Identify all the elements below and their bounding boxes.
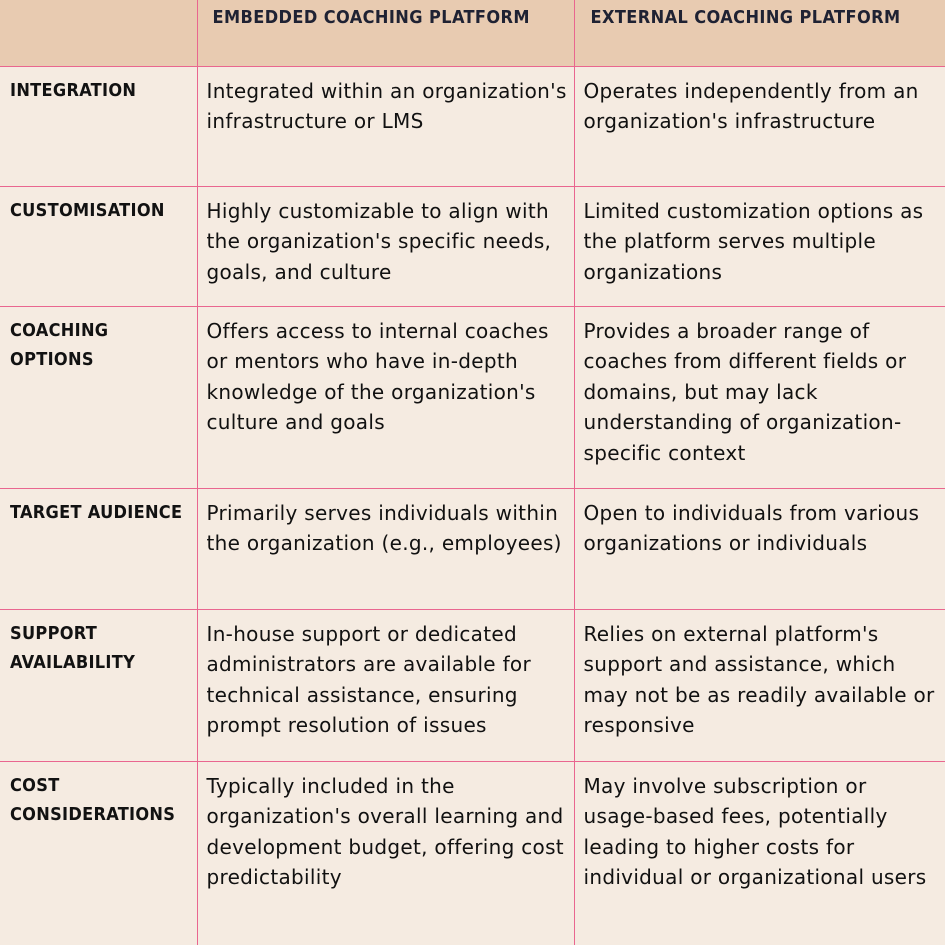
external-cell: Open to individuals from various organizations or individuals — [574, 488, 945, 609]
row-label: COACHING OPTIONS — [0, 306, 197, 488]
row-label: SUPPORT AVAILABILITY — [0, 609, 197, 761]
external-cell: Provides a broader range of coaches from different fields or domains, but may lack understanding of organization-specific context — [574, 306, 945, 488]
embedded-cell: Offers access to internal coaches or mentors who have in-depth knowledge of the organization's culture and goals — [197, 306, 574, 488]
row-label: INTEGRATION — [0, 66, 197, 186]
row-label: CUSTOMISATION — [0, 186, 197, 306]
row-label: COST CONSIDERATIONS — [0, 761, 197, 945]
row-label: TARGET AUDIENCE — [0, 488, 197, 609]
embedded-cell: Highly customizable to align with the organization's specific needs, goals, and culture — [197, 186, 574, 306]
table-row-support-availability — [0, 609, 945, 761]
header-embedded-platform: EMBEDDED COACHING PLATFORM — [197, 0, 574, 66]
table-row-customisation — [0, 186, 945, 306]
external-cell: May involve subscription or usage-based fees, potentially leading to higher costs for individual or organizational users — [574, 761, 945, 945]
table-header-row — [0, 0, 945, 66]
embedded-cell: In-house support or dedicated administrators are available for technical assistance, ensuring prompt resolution of issues — [197, 609, 574, 761]
embedded-cell: Primarily serves individuals within the organization (e.g., employees) — [197, 488, 574, 609]
table-row-integration — [0, 66, 945, 186]
table-row-cost-considerations — [0, 761, 945, 945]
embedded-cell: Typically included in the organization's overall learning and development budget, offering cost predictability — [197, 761, 574, 945]
external-cell: Relies on external platform's support and assistance, which may not be as readily available or responsive — [574, 609, 945, 761]
external-cell: Operates independently from an organization's infrastructure — [574, 66, 945, 186]
header-corner — [0, 0, 197, 66]
external-cell: Limited customization options as the platform serves multiple organizations — [574, 186, 945, 306]
table-row-coaching-options — [0, 306, 945, 488]
header-external-platform: EXTERNAL COACHING PLATFORM — [574, 0, 945, 66]
table-row-target-audience — [0, 488, 945, 609]
embedded-cell: Integrated within an organization's infrastructure or LMS — [197, 66, 574, 186]
